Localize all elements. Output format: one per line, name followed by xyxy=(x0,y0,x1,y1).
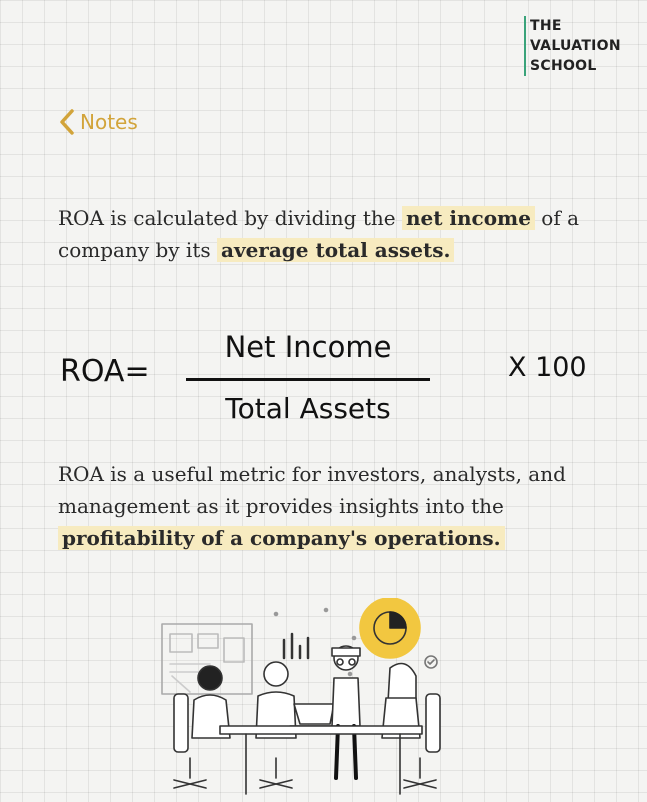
formula-multiplier: X 100 xyxy=(508,352,587,383)
explanation-text: ROA is a useful metric for investors, analysts, and management as it provides insights into the xyxy=(58,462,566,518)
highlight-profitability: profitability of a company's operations. xyxy=(58,526,505,550)
chevron-left-icon xyxy=(58,108,76,136)
notes-back-link[interactable] xyxy=(58,108,138,136)
brand-line-1: THE xyxy=(530,18,562,34)
formula-numerator: Net Income xyxy=(224,330,392,364)
brand-line-2: VALUATION xyxy=(530,38,621,54)
formula-label: ROA= xyxy=(60,354,150,389)
notes-label: Notes xyxy=(80,110,138,134)
brand-logo xyxy=(524,16,621,76)
team-meeting-illustration xyxy=(150,598,450,802)
explanation-paragraph xyxy=(58,458,618,554)
intro-text-1: ROA is calculated by dividing the xyxy=(58,206,402,230)
formula-denominator: Total Assets xyxy=(225,392,391,425)
fraction-line xyxy=(186,378,430,381)
intro-paragraph xyxy=(58,202,618,266)
intro-text-2: of a company by its xyxy=(58,206,580,262)
pie-chart-icon xyxy=(360,598,420,658)
highlight-average-total-assets: average total assets. xyxy=(217,238,454,262)
highlight-net-income: net income xyxy=(402,206,535,230)
brand-line-3: SCHOOL xyxy=(530,58,597,74)
